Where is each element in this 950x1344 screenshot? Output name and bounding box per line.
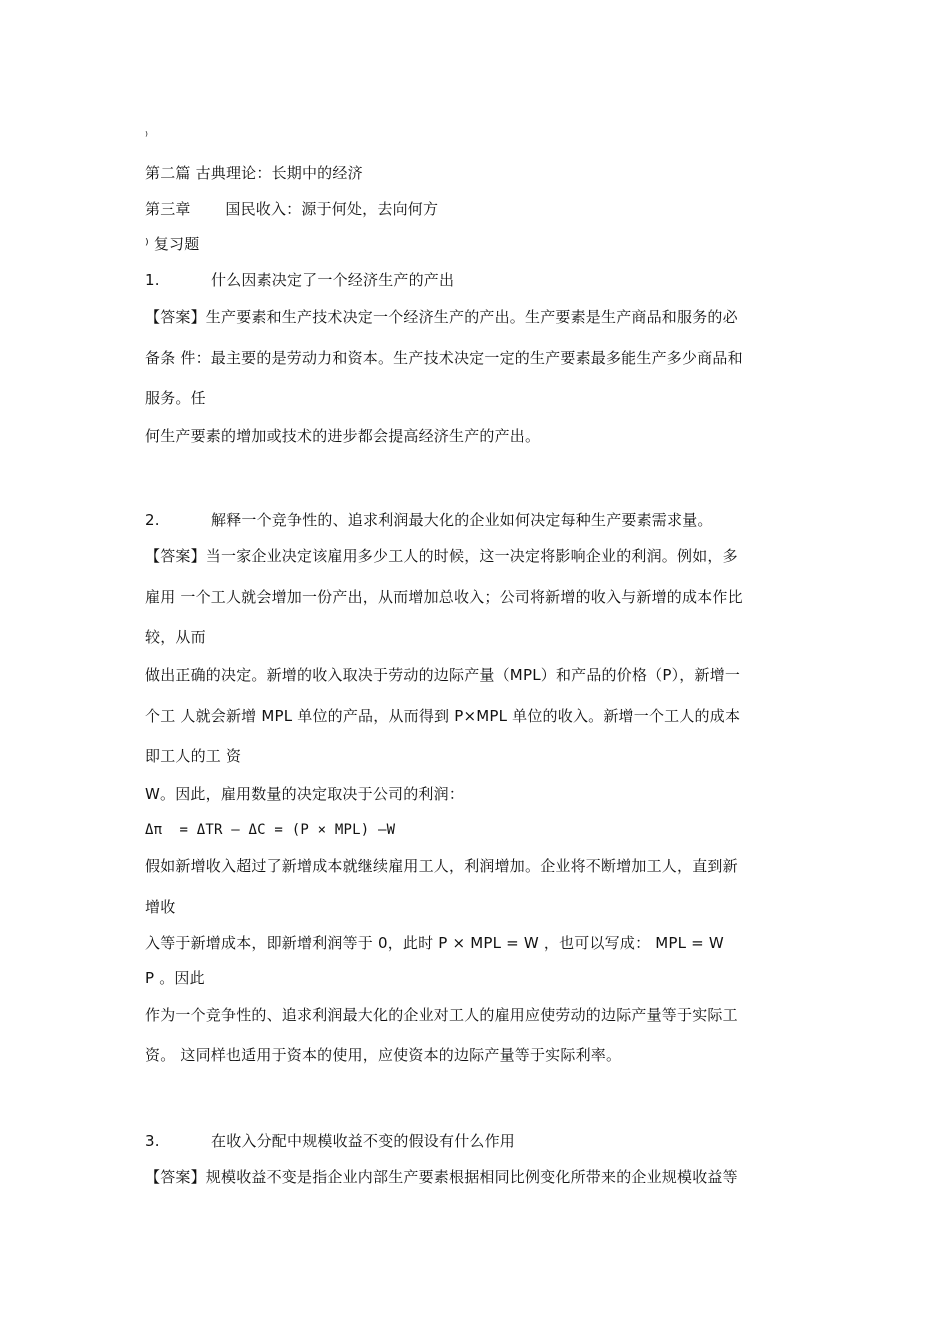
section-title: ⁾ 复习题 [145, 235, 200, 253]
part-title: 第二篇 古典理论：长期中的经济 [145, 164, 363, 182]
answer-line: 假如新增收入超过了新增成本就继续雇用工人，利润增加。企业将不断增加工人，直到新 [145, 857, 738, 875]
question-number: 2. [145, 511, 160, 529]
answer-line: 【答案】规模收益不变是指企业内部生产要素根据相同比例变化所带来的企业规模收益等 [145, 1168, 738, 1186]
question-text: 解释一个竞争性的、追求利润最大化的企业如何决定每种生产要素需求量。 [211, 511, 713, 529]
question-1 [145, 270, 454, 290]
question-2 [145, 510, 713, 530]
answer-line: W。因此，雇用数量的决定取决于公司的利润： [145, 785, 465, 803]
question-text: 在收入分配中规模收益不变的假设有什么作用 [211, 1132, 516, 1150]
answer-line: 较，从而 [145, 628, 206, 646]
question-text: 什么因素决定了一个经济生产的产出 [211, 271, 455, 289]
answer-line: 何生产要素的增加或技术的进步都会提高经济生产的产出。 [145, 427, 541, 445]
answer-line: 服务。任 [145, 389, 206, 407]
answer-line: 备条 件：最主要的是劳动力和资本。生产技术决定一定的生产要素最多能生产多少商品和 [145, 349, 743, 367]
answer-line: 做出正确的决定。新增的收入取决于劳动的边际产量（MPL）和产品的价格（P），新增一 [145, 666, 741, 684]
answer-line: 入等于新增成本，即新增利润等于 0，此时 P × MPL = W ，也可以写成： MPL = W [145, 934, 724, 952]
question-3 [145, 1131, 515, 1151]
answer-line: 【答案】生产要素和生产技术决定一个经济生产的产出。生产要素是生产商品和服务的必 [145, 308, 738, 326]
answer-line: 资。 这同样也适用于资本的使用，应使资本的边际产量等于实际利率。 [145, 1046, 622, 1064]
answer-line: 即工人的工 资 [145, 747, 242, 765]
answer-line: 增收 [145, 898, 176, 916]
profit-formula: Δπ = ΔTR — ΔC = (P × MPL) —W [145, 822, 396, 838]
question-number: 1. [145, 271, 160, 289]
answer-line: 雇用 一个工人就会增加一份产出，从而增加总收入；公司将新增的收入与新增的成本作比 [145, 588, 743, 606]
question-number: 3. [145, 1132, 160, 1150]
page-mark: ⁾ [145, 129, 149, 143]
answer-line: 作为一个竞争性的、追求利润最大化的企业对工人的雇用应使劳动的边际产量等于实际工 [145, 1006, 738, 1024]
answer-line: 个工 人就会新增 MPL 单位的产品，从而得到 P×MPL 单位的收入。新增一个工人的成本 [145, 707, 741, 725]
answer-line: P 。因此 [145, 969, 205, 987]
chapter-title: 第三章 国民收入：源于何处，去向何方 [145, 200, 439, 218]
answer-line: 【答案】当一家企业决定该雇用多少工人的时候，这一决定将影响企业的利润。例如，多 [145, 547, 738, 565]
